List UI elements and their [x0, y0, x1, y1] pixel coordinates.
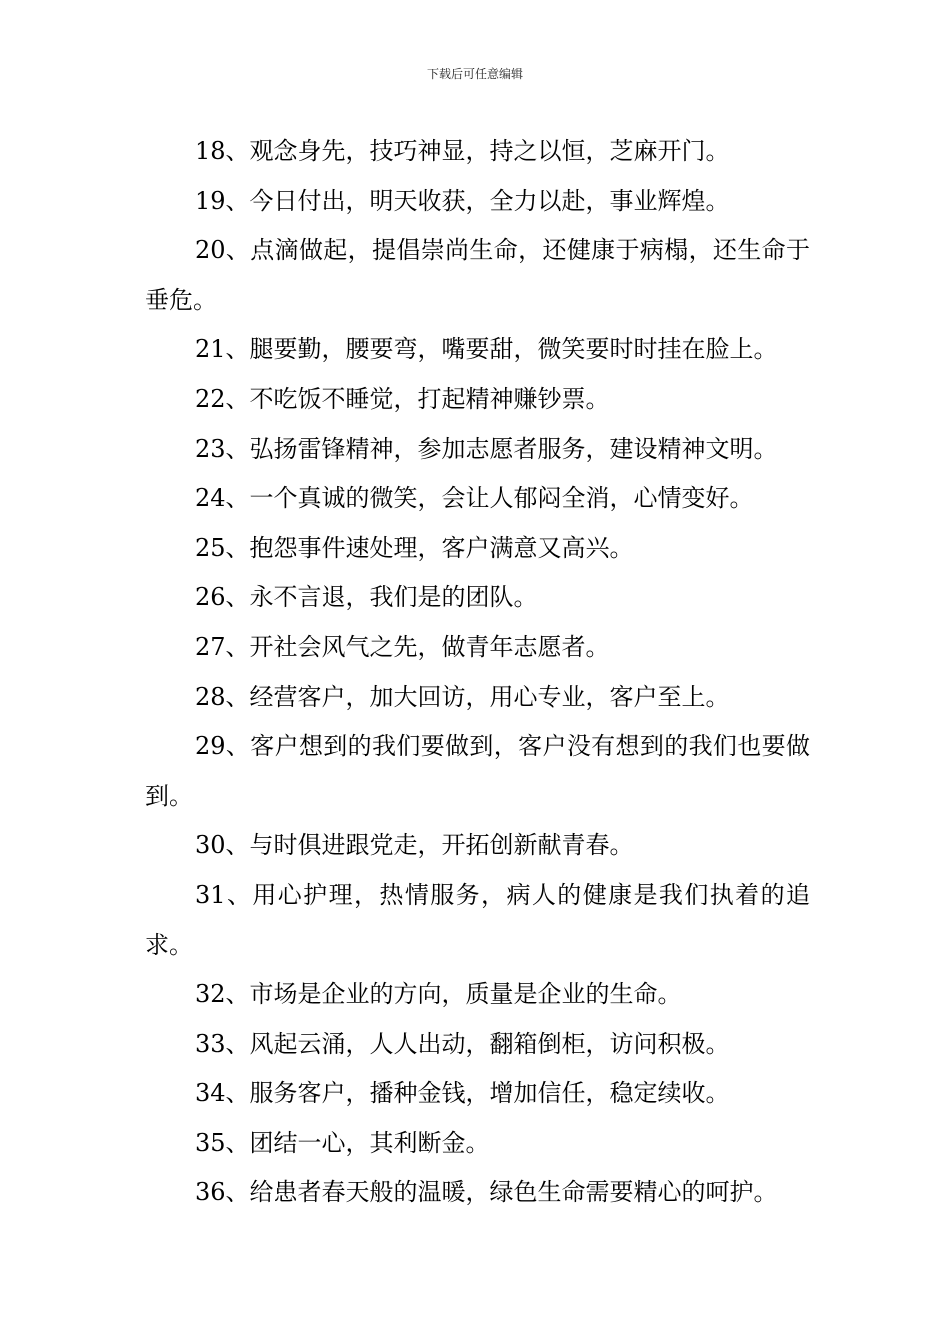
slogan-list [145, 127, 810, 1218]
list-item: 21、腿要勤，腰要弯，嘴要甜，微笑要时时挂在脸上。 [195, 335, 778, 364]
list-item: 33、风起云涌，人人出动，翻箱倒柜，访问积极。 [195, 1029, 730, 1058]
list-item: 32、市场是企业的方向，质量是企业的生命。 [195, 980, 682, 1009]
page-header: 下载后可任意编辑 [426, 67, 523, 81]
list-item: 28、经营客户，加大回访，用心专业，客户至上。 [195, 682, 730, 711]
list-item: 29、客户想到的我们要做到，客户没有想到的我们也要做到。 [145, 732, 810, 810]
list-item: 22、不吃饭不睡觉，打起精神赚钞票。 [195, 384, 610, 413]
list-item: 34、服务客户，播种金钱，增加信任，稳定续收。 [195, 1079, 730, 1108]
list-item: 30、与时俱进跟党走，开拓创新献青春。 [195, 831, 634, 860]
list-item: 27、开社会风气之先，做青年志愿者。 [195, 632, 610, 661]
list-item: 18、观念身先，技巧神显，持之以恒，芝麻开门。 [195, 137, 730, 165]
list-item: 19、今日付出，明天收获，全力以赴，事业辉煌。 [195, 186, 730, 215]
list-item: 31、用心护理，热情服务，病人的健康是我们执着的追求。 [145, 880, 810, 959]
list-item: 24、一个真诚的微笑，会让人郁闷全消，心情变好。 [195, 484, 754, 513]
list-item: 36、给患者春天般的温暖，绿色生命需要精心的呵护。 [195, 1178, 778, 1207]
list-item: 20、点滴做起，提倡崇尚生命，还健康于病榻，还生命于垂危。 [145, 236, 810, 314]
list-item: 23、弘扬雷锋精神，参加志愿者服务，建设精神文明。 [195, 434, 778, 463]
list-item: 35、团结一心，其利断金。 [195, 1128, 490, 1157]
list-item: 25、抱怨事件速处理，客户满意又高兴。 [195, 533, 634, 562]
list-item: 26、永不言退，我们是的团队。 [195, 583, 538, 612]
